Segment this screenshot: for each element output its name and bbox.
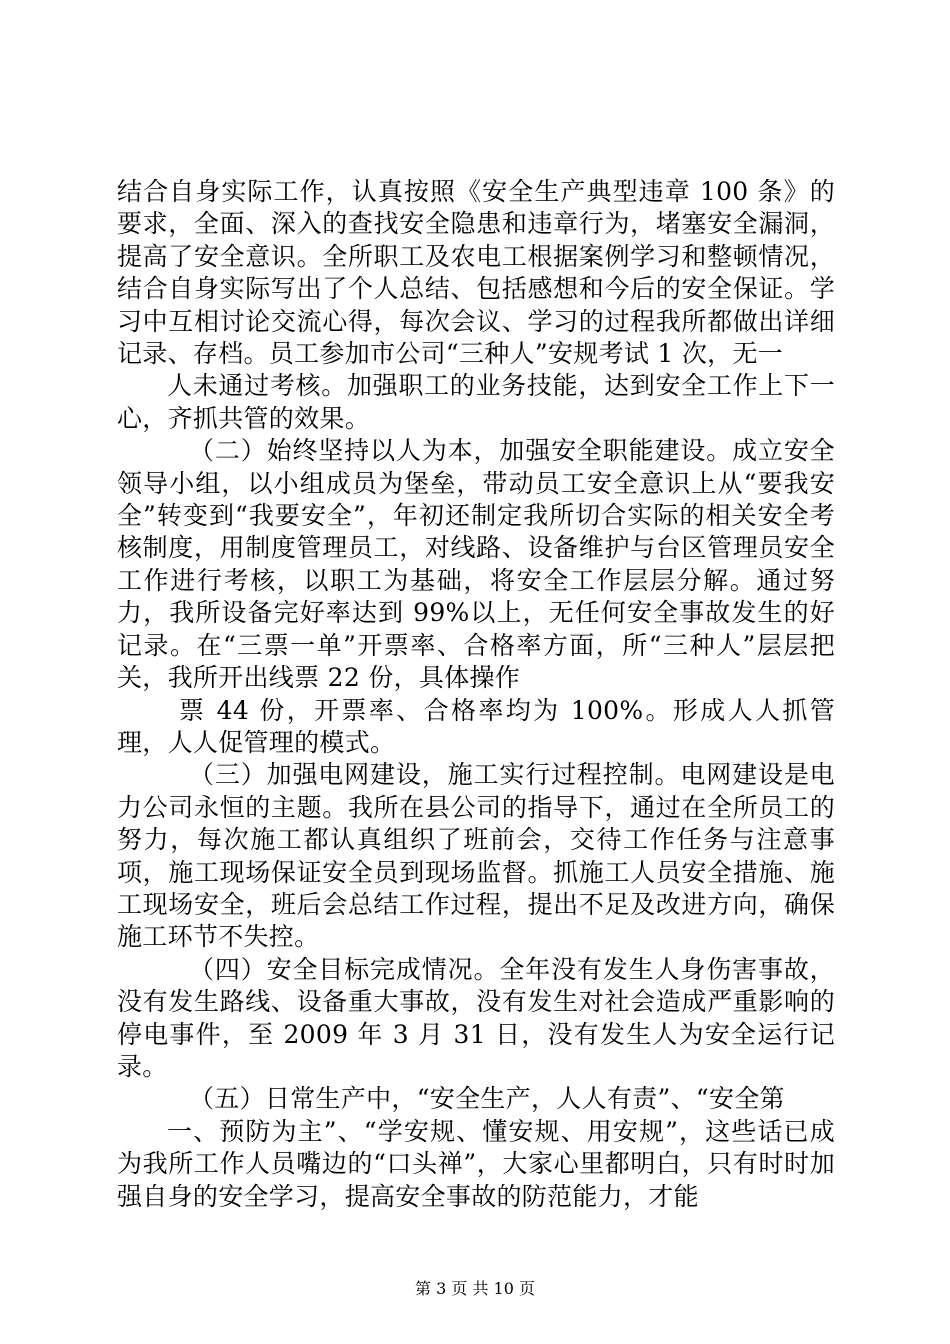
paragraph-6: （四）安全目标完成情况。全年没有发生人身伤害事故，没有发生路线、设备重大事故，没有发生对社会造成严重影响的停电事件，至 2009 年 3 月 31 日，没有发生人为安全运行记录。 [117, 954, 835, 1081]
paragraph-2: 人未通过考核。加强职工的业务技能，达到安全工作上下一心，齐抓共管的效果。 [117, 371, 835, 433]
paragraph-5: （三）加强电网建设，施工实行过程控制。电网建设是电力公司永恒的主题。我所在县公司的指导下，通过在全所员工的努力，每次施工都认真组织了班前会，交待工作任务与注意事项，施工现场保证安全员到现场监督。抓施工人员安全措施、施工现场安全，班后会总结工作过程，提出不足及改进方向，确保施工环节不失控。 [117, 760, 835, 952]
paragraph-3: （二）始终坚持以人为本，加强安全职能建设。成立安全领导小组，以小组成员为堡垒，带动员工安全意识上从“要我安全”转变到“我要安全”，年初还制定我所切合实际的相关安全考核制度，用制度管理员工，对线路、设备维护与台区管理员安全工作进行考核，以职工为基础，将安全工作层层分解。通过努力，我所设备完好率达到 99%以上，无任何安全事故发生的好记录。在“三票一单”开票率、合格率方面，所“三种人”层层把关，我所开出线票 22 份，具体操作 [117, 436, 835, 693]
paragraph-7: （五）日常生产中，“安全生产，人人有责”、“安全第 [189, 1084, 785, 1114]
paragraph-1: 结合自身实际工作，认真按照《安全生产典型违章 100 条》的要求，全面、深入的查找安全隐患和违章行为，堵塞安全漏洞，提高了安全意识。全所职工及农电工根据案例学习和整顿情况，结合自身实际写出了个人总结、包括感想和今后的安全保证。学习中互相讨论交流心得，每次会议、学习的过程我所都做出详细记录、存档。员工参加市公司“三种人”安规考试 1 次，无一 [117, 177, 835, 369]
page-footer: 第 3 页 共 10 页 [415, 1279, 535, 1298]
document-body [117, 176, 835, 1213]
paragraph-8: 一、预防为主”、“学安规、懂安规、用安规”，这些话已成为我所工作人员嘴边的“口头禅”，大家心里都明白，只有时时加强自身的安全学习，提高安全事故的防范能力，才能 [117, 1116, 835, 1211]
paragraph-4: 票 44 份，开票率、合格率均为 100%。形成人人抓管理，人人促管理的模式。 [117, 695, 835, 757]
